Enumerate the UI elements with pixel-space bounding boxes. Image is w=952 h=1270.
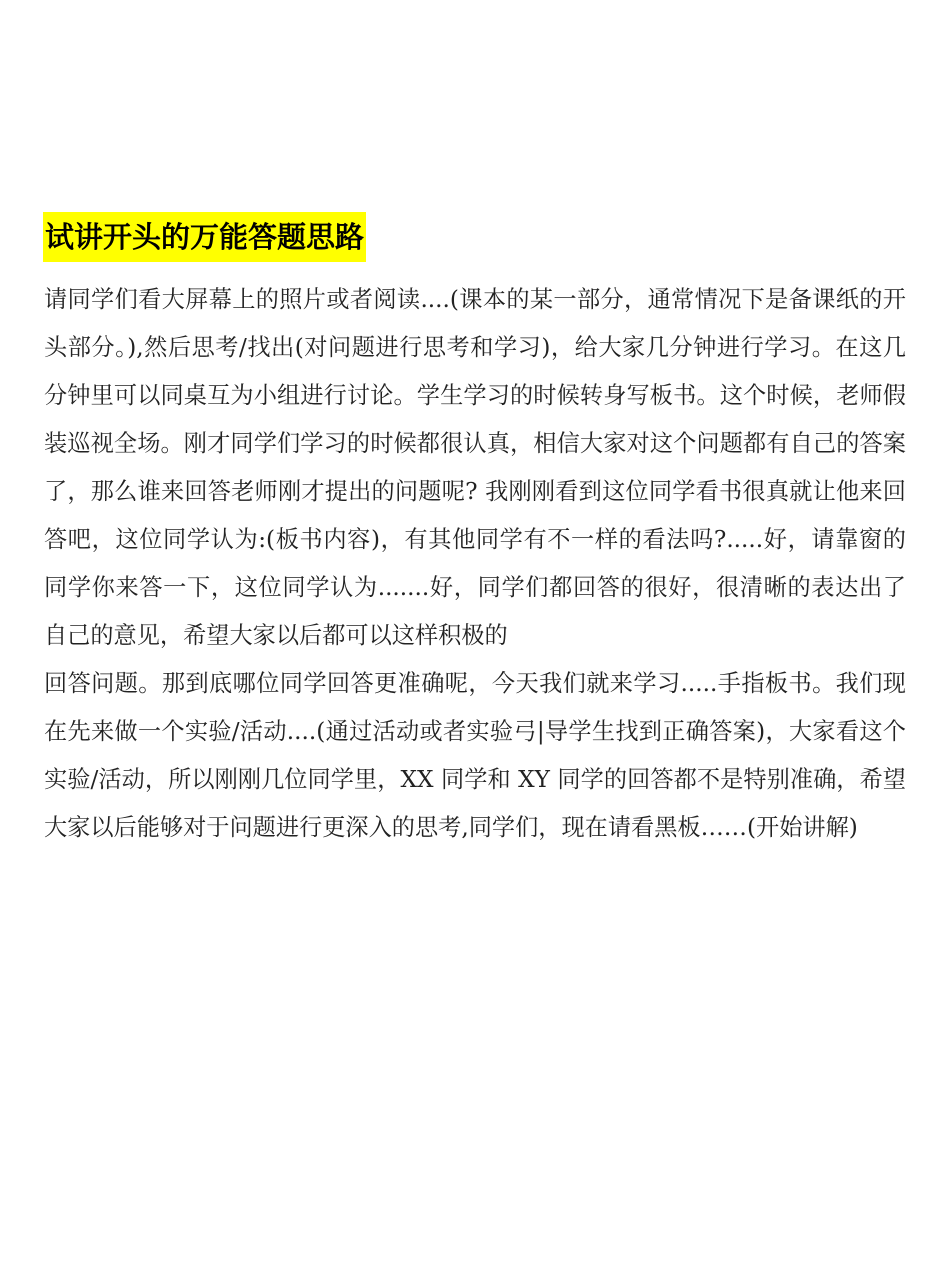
document-title: 试讲开头的万能答题思路: [43, 212, 366, 262]
document-body: [44, 276, 906, 852]
paragraph-answer: 回答问题。那到底哪位同学回答更准确呢，今天我们就来学习.....手指板书。我们现在先来做一个实验/活动....(通过活动或者实验弓|导学生找到正确答案)，大家看这个实验/活动，所以刚刚几位同学里，XX 同学和 XY 同学的回答都不是特别准确，希望大家以后能够对于问题进行更深入的思考,同学们，现在请看黑板……(开始讲解): [44, 670, 906, 841]
paragraph-intro: 请同学们看大屏幕上的照片或者阅读....(课本的某一部分，通常情况下是备课纸的开头部分。),然后思考/找出(对问题进行思考和学习)，给大家几分钟进行学习。在这几分钟里可以同桌互为小组进行讨论。学生学习的时候转身写板书。这个时候，老师假装巡视全场。刚才同学们学习的时候都很认真，相信大家对这个问题都有自己的答案了，那么谁来回答老师刚才提出的问题呢? 我刚刚看到这位同学看书很真就让他来回答吧，这位同学认为:(板书内容)，有其他同学有不一样的看法吗?.....好，请靠窗的同学你来答一下，这位同学认为.......好，同学们都回答的很好，很清晰的表达出了自己的意见，希望大家以后都可以这样积极的: [44, 286, 906, 649]
